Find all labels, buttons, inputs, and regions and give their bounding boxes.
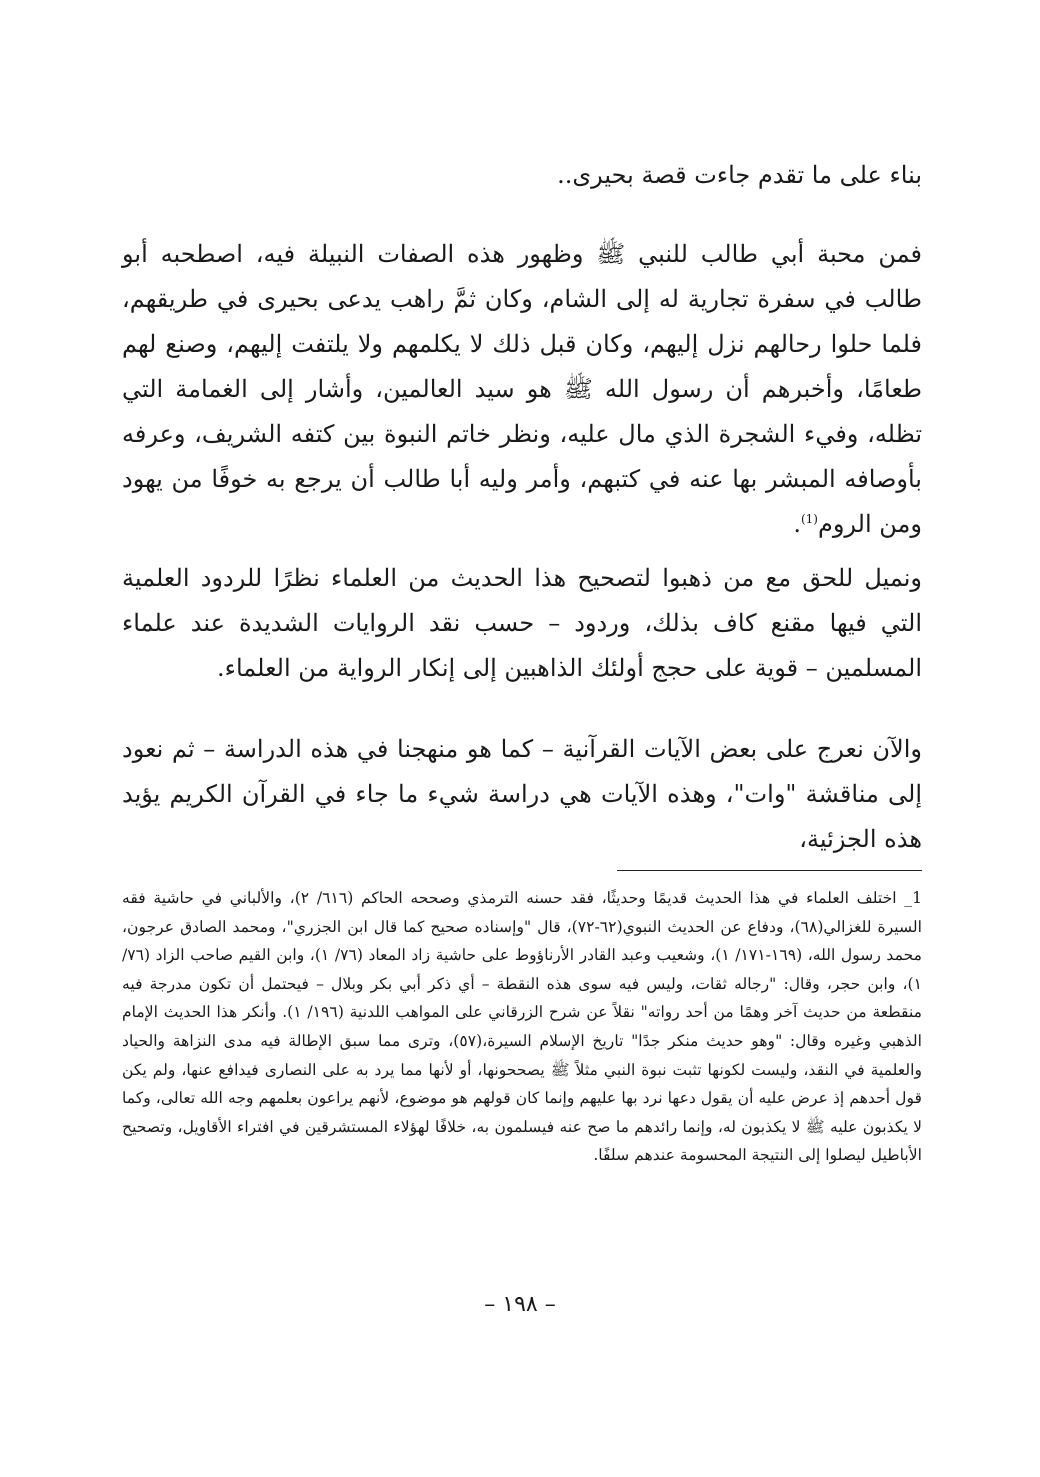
intro-line: بناء على ما تقدم جاءت قصة بحيرى.. — [557, 161, 922, 189]
paragraph-scholars-opinion: ونميل للحق مع من ذهبوا لتصحيح هذا الحديث من العلماء نظرًا للردود العلمية التي فيها مقنع كاف بذلك، وردود – حسب نقد الروايات الشديدة عند علماء المسلمين – قوية على حجج أولئك الذاهبين إلى إنكار الرواية من العلماء. — [122, 564, 922, 682]
page-number: – ١٩٨ – — [484, 1292, 556, 1317]
paragraph-1-end: . — [793, 510, 801, 538]
footnote-divider — [617, 870, 922, 871]
paragraph-quranic-verses: والآن نعرج على بعض الآيات القرآنية – كما هو منهجنا في هذه الدراسة – ثم نعود إلى مناقشة "وات"، وهذه الآيات هي دراسة شيء ما جاء في القرآن الكريم يؤيد هذه الجزئية، — [122, 735, 922, 853]
footnote-reference: (1) — [800, 512, 818, 526]
paragraph-bahira-story — [122, 232, 922, 547]
paragraph-1-text: فمن محبة أبي طالب للنبي ﷺ وظهور هذه الصفات النبيلة فيه، اصطحبه أبو طالب في سفرة تجارية له إلى الشام، وكان ثمَّ راهب يدعى بحيرى في طريقهم، فلما حلوا رحالهم نزل إليهم، وكان قبل ذلك لا يكلمهم ولا يلتفت إليهم، وصنع لهم طعامًا، وأخبرهم أن رسول الله ﷺ هو سيد العالمين، وأشار إلى الغمامة التي تظله، وفيء الشجرة الذي مال عليه، ونظر خاتم النبوة بين كتفه الشريف، وعرفه بأوصافه المبشر بها عنه في كتبهم، وأمر وليه أبا طالب أن يرجع به خوفًا من يهود ومن الروم — [122, 240, 922, 538]
footnote-1: 1_ اختلف العلماء في هذا الحديث قديمًا وحديثًا، فقد حسنه الترمذي وصححه الحاكم (٦١٦/ ٢)، والألباني في حاشية فقه السيرة للغزالي(٦٨)، ودفاع عن الحديث النبوي(٦٢-٧٢)، قال "وإسناده صحيح كما قال ابن الجزري"، ومحمد الصادق عرجون، محمد رسول الله، (١٦٩-١٧١/ ١)، وشعيب وعبد القادر الأرناؤوط على حاشية زاد المعاد (٧٦/ ١)، وابن القيم صاحب الزاد (٧٦/ ١)، وابن حجر، وقال: "رجاله ثقات، وليس فيه سوى هذه النقطة – أي ذكر أبي بكر وبلال – فيحتمل أن تكون مدرجة فيه منقطعة من حديث آخر وهمًا من أحد رواته" نقلاً عن شرح الزرقاني على المواهب اللدنية (١٩٦/ ١). وأنكر هذا الحديث الإمام الذهبي وغيره وقال: "وهو حديث منكر جدًا" تاريخ الإسلام السيرة،(٥٧)، وترى مما سبق الإطالة فيه مدى النزاهة والحياد والعلمية في النقد، وليست لكونها تثبت نبوة النبي مثلاً ﷺ يصححونها، أو لأنها مما يرد به على النصارى فيدافع عنها، ولم يكن قول أحدهم إذ عرض عليه أن يقول دعها نرد بها عليهم وإنما كان قولهم هو موضوع، لأنهم يراعون بعلمهم وجه الله تعالى، وكما لا يكذبون عليه ﷺ لا يكذبون له، وإنما رائدهم ما صح عنه فيسلمون به، خلافًا لهؤلاء المستشرقين في افتراء الأقاويل، وتصحيح الأباطيل ليصلوا إلى النتيجة المحسومة عندهم سلفًا. — [122, 889, 923, 1165]
